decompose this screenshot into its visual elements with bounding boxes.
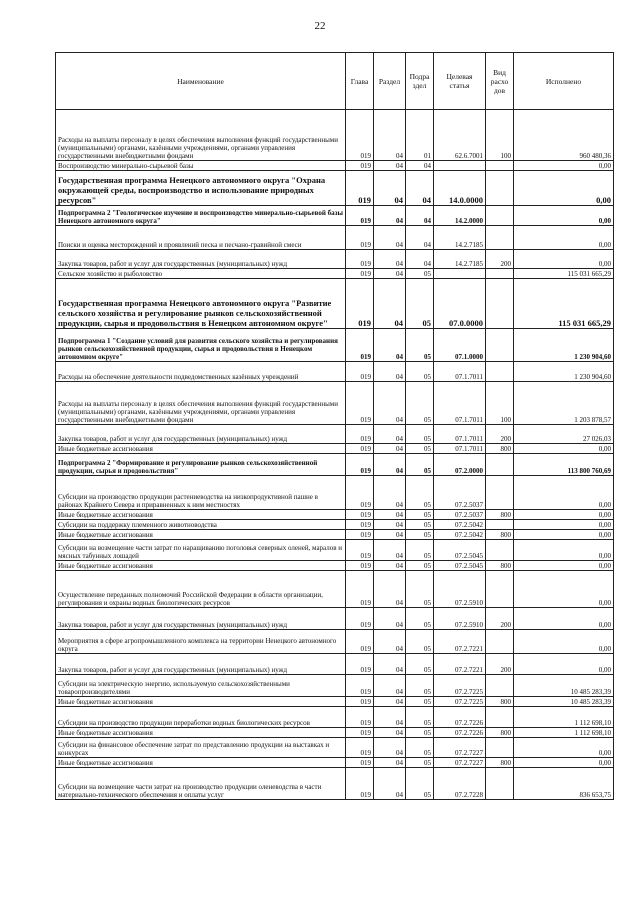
cell-target: 07.1.0000 <box>434 329 486 362</box>
cell-exp-type: 800 <box>486 697 514 707</box>
cell-exp-type: 200 <box>486 250 514 269</box>
cell-amount: 1 112 698,10 <box>514 707 614 728</box>
cell-section: 04 <box>374 279 406 329</box>
table-row <box>56 444 614 454</box>
cell-chapter: 019 <box>346 630 374 654</box>
cell-target: 07.2.5037 <box>434 476 486 510</box>
cell-chapter: 019 <box>346 362 374 382</box>
cell-subsection: 05 <box>406 329 434 362</box>
cell-subsection: 05 <box>406 520 434 530</box>
cell-target: 07.2.7225 <box>434 675 486 697</box>
cell-amount: 0,00 <box>514 608 614 630</box>
cell-exp-type <box>486 269 514 279</box>
table-row <box>56 608 614 630</box>
cell-name: Иные бюджетные ассигнования <box>56 444 346 454</box>
cell-section: 04 <box>374 171 406 206</box>
cell-section: 04 <box>374 728 406 738</box>
cell-chapter: 019 <box>346 697 374 707</box>
cell-exp-type <box>486 362 514 382</box>
cell-name: Иные бюджетные ассигнования <box>56 758 346 768</box>
cell-exp-type <box>486 206 514 226</box>
cell-exp-type: 800 <box>486 561 514 571</box>
cell-name: Подпрограмма 2 "Формирование и регулирование рынков сельскохозяйственной продукции, сырья и продовольствия" <box>56 454 346 476</box>
cell-target: 07.1.7011 <box>434 444 486 454</box>
cell-chapter: 019 <box>346 540 374 561</box>
cell-target: 07.2.7221 <box>434 654 486 675</box>
cell-exp-type: 100 <box>486 382 514 425</box>
cell-target: 07.2.5910 <box>434 571 486 608</box>
cell-section: 04 <box>374 571 406 608</box>
cell-chapter: 019 <box>346 444 374 454</box>
cell-name: Иные бюджетные ассигнования <box>56 728 346 738</box>
cell-subsection: 04 <box>406 206 434 226</box>
cell-target: 62.6.7001 <box>434 110 486 161</box>
cell-amount: 113 800 760,69 <box>514 454 614 476</box>
cell-name: Расходы на выплаты персоналу в целях обеспечения выполнения функций государственными (муниципальными) органами, казёнными учреждениями, органами управления государственными внебюджетными фондами <box>56 382 346 425</box>
cell-amount: 0,00 <box>514 206 614 226</box>
table-header-row <box>56 53 614 110</box>
cell-subsection: 05 <box>406 630 434 654</box>
cell-section: 04 <box>374 329 406 362</box>
cell-target: 07.0.0000 <box>434 279 486 329</box>
cell-section: 04 <box>374 738 406 758</box>
cell-chapter: 019 <box>346 206 374 226</box>
cell-amount: 0,00 <box>514 171 614 206</box>
cell-exp-type <box>486 454 514 476</box>
table-row <box>56 476 614 510</box>
cell-subsection: 04 <box>406 226 434 250</box>
cell-amount: 0,00 <box>514 226 614 250</box>
cell-chapter: 019 <box>346 226 374 250</box>
cell-exp-type: 800 <box>486 510 514 520</box>
cell-exp-type: 800 <box>486 758 514 768</box>
cell-name: Субсидии на финансовое обеспечение затрат по представлению продукции на выставках и конкурсах <box>56 738 346 758</box>
cell-name: Поиски и оценка месторождений и проявлений песка и песчано-гравийной смеси <box>56 226 346 250</box>
cell-subsection: 04 <box>406 161 434 171</box>
cell-name: Закупка товаров, работ и услуг для государственных (муниципальных) нужд <box>56 425 346 444</box>
cell-chapter: 019 <box>346 382 374 425</box>
cell-chapter: 019 <box>346 728 374 738</box>
cell-exp-type <box>486 675 514 697</box>
cell-target: 07.2.7226 <box>434 707 486 728</box>
cell-amount: 10 485 283,39 <box>514 697 614 707</box>
cell-section: 04 <box>374 161 406 171</box>
cell-target: 07.2.7227 <box>434 738 486 758</box>
cell-section: 04 <box>374 758 406 768</box>
cell-target: 07.2.5037 <box>434 510 486 520</box>
table-row <box>56 630 614 654</box>
cell-target: 07.2.5045 <box>434 540 486 561</box>
cell-name: Субсидии на производство продукции переработки водных биологических ресурсов <box>56 707 346 728</box>
cell-target: 14.2.0000 <box>434 206 486 226</box>
cell-amount: 0,00 <box>514 738 614 758</box>
header-target-article: Целевая статья <box>434 53 486 110</box>
cell-target: 07.2.7228 <box>434 768 486 800</box>
cell-exp-type: 800 <box>486 728 514 738</box>
cell-target: 07.2.7227 <box>434 758 486 768</box>
cell-name: Расходы на обеспечение деятельности подведомственных казённых учреждений <box>56 362 346 382</box>
cell-name: Сельское хозяйство и рыболовство <box>56 269 346 279</box>
table-row <box>56 269 614 279</box>
cell-target: 07.2.0000 <box>434 454 486 476</box>
cell-chapter: 019 <box>346 171 374 206</box>
cell-exp-type: 800 <box>486 530 514 540</box>
cell-chapter: 019 <box>346 608 374 630</box>
cell-amount: 0,00 <box>514 758 614 768</box>
header-expense-type: Вид расхо дов <box>486 53 514 110</box>
table-row <box>56 206 614 226</box>
table-row <box>56 425 614 444</box>
cell-amount: 0,00 <box>514 520 614 530</box>
cell-chapter: 019 <box>346 269 374 279</box>
cell-subsection: 05 <box>406 707 434 728</box>
cell-name: Субсидии на возмещение части затрат по наращиванию поголовья северных оленей, маралов и мясных табунных лошадей <box>56 540 346 561</box>
cell-name: Осуществление переданных полномочий Российской Федерации в области организации, регулирования и охраны водных биологических ресурсов <box>56 571 346 608</box>
cell-amount: 1 112 698,10 <box>514 728 614 738</box>
cell-chapter: 019 <box>346 561 374 571</box>
cell-section: 04 <box>374 382 406 425</box>
cell-section: 04 <box>374 520 406 530</box>
cell-section: 04 <box>374 206 406 226</box>
cell-subsection: 05 <box>406 540 434 561</box>
cell-section: 04 <box>374 697 406 707</box>
table-row <box>56 707 614 728</box>
cell-name: Государственная программа Ненецкого автономного округа "Развитие сельского хозяйства и регулирование рынков сельскохозяйственной продукции, сырья и продовольствия в Ненецком автономном округе" <box>56 279 346 329</box>
cell-section: 04 <box>374 444 406 454</box>
table-row <box>56 758 614 768</box>
cell-amount: 0,00 <box>514 561 614 571</box>
table-row <box>56 382 614 425</box>
table-row <box>56 697 614 707</box>
cell-target: 07.2.7221 <box>434 630 486 654</box>
cell-amount: 0,00 <box>514 571 614 608</box>
cell-chapter: 019 <box>346 161 374 171</box>
cell-amount: 0,00 <box>514 530 614 540</box>
cell-amount: 10 485 283,39 <box>514 675 614 697</box>
cell-target: 07.1.7011 <box>434 425 486 444</box>
cell-subsection: 05 <box>406 530 434 540</box>
cell-subsection: 05 <box>406 758 434 768</box>
cell-exp-type <box>486 707 514 728</box>
cell-amount: 0,00 <box>514 540 614 561</box>
cell-target <box>434 269 486 279</box>
cell-target: 07.2.5042 <box>434 520 486 530</box>
table-row <box>56 362 614 382</box>
cell-amount: 1 230 904,60 <box>514 362 614 382</box>
cell-chapter: 019 <box>346 654 374 675</box>
cell-subsection: 01 <box>406 110 434 161</box>
table-row <box>56 520 614 530</box>
cell-amount: 1 230 904,60 <box>514 329 614 362</box>
cell-amount: 0,00 <box>514 476 614 510</box>
cell-section: 04 <box>374 561 406 571</box>
cell-name: Подпрограмма 2 "Геологическое изучение и воспроизводство минерально-сырьевой базы Ненецкого автономного округа" <box>56 206 346 226</box>
cell-target: 14.2.7185 <box>434 226 486 250</box>
table-row <box>56 250 614 269</box>
table-row <box>56 454 614 476</box>
cell-exp-type <box>486 161 514 171</box>
cell-subsection: 05 <box>406 362 434 382</box>
cell-name: Закупка товаров, работ и услуг для государственных (муниципальных) нужд <box>56 250 346 269</box>
cell-subsection: 05 <box>406 476 434 510</box>
cell-exp-type <box>486 520 514 530</box>
cell-chapter: 019 <box>346 250 374 269</box>
table-row <box>56 510 614 520</box>
cell-exp-type <box>486 279 514 329</box>
cell-section: 04 <box>374 362 406 382</box>
cell-target: 07.2.7225 <box>434 697 486 707</box>
table-row <box>56 110 614 161</box>
cell-name: Иные бюджетные ассигнования <box>56 510 346 520</box>
cell-target: 07.1.7011 <box>434 382 486 425</box>
cell-section: 04 <box>374 540 406 561</box>
cell-name: Иные бюджетные ассигнования <box>56 530 346 540</box>
cell-amount: 0,00 <box>514 654 614 675</box>
cell-target: 14.2.7185 <box>434 250 486 269</box>
table-row <box>56 161 614 171</box>
cell-exp-type <box>486 738 514 758</box>
cell-amount: 960 480,36 <box>514 110 614 161</box>
cell-name: Субсидии на производство продукции растениеводства на низкопродуктивной пашне в районах Крайнего Севера и приравненных к ним местностях <box>56 476 346 510</box>
cell-section: 04 <box>374 454 406 476</box>
cell-section: 04 <box>374 110 406 161</box>
cell-subsection: 05 <box>406 269 434 279</box>
cell-section: 04 <box>374 630 406 654</box>
cell-name: Закупка товаров, работ и услуг для государственных (муниципальных) нужд <box>56 654 346 675</box>
table-row <box>56 540 614 561</box>
cell-section: 04 <box>374 425 406 444</box>
cell-section: 04 <box>374 530 406 540</box>
cell-exp-type <box>486 226 514 250</box>
cell-amount: 836 653,75 <box>514 768 614 800</box>
cell-chapter: 019 <box>346 530 374 540</box>
cell-chapter: 019 <box>346 768 374 800</box>
page-number: 22 <box>314 20 326 32</box>
cell-exp-type <box>486 329 514 362</box>
cell-name: Субсидии на электрическую энергию, используемую сельскохозяйственными товаропроизводителями <box>56 675 346 697</box>
cell-exp-type <box>486 630 514 654</box>
table-row <box>56 768 614 800</box>
cell-target <box>434 161 486 171</box>
header-name: Наименование <box>56 53 346 110</box>
cell-exp-type: 200 <box>486 654 514 675</box>
cell-subsection: 04 <box>406 171 434 206</box>
header-subsection: Подра здел <box>406 53 434 110</box>
cell-target: 07.2.5042 <box>434 530 486 540</box>
cell-chapter: 019 <box>346 571 374 608</box>
cell-subsection: 05 <box>406 738 434 758</box>
cell-chapter: 019 <box>346 707 374 728</box>
cell-chapter: 019 <box>346 110 374 161</box>
cell-subsection: 05 <box>406 510 434 520</box>
cell-exp-type <box>486 571 514 608</box>
table-row <box>56 654 614 675</box>
cell-target: 07.2.5910 <box>434 608 486 630</box>
table-row <box>56 571 614 608</box>
cell-target: 14.0.0000 <box>434 171 486 206</box>
cell-name: Иные бюджетные ассигнования <box>56 561 346 571</box>
cell-section: 04 <box>374 675 406 697</box>
table-row <box>56 728 614 738</box>
cell-target: 07.1.7011 <box>434 362 486 382</box>
cell-name: Субсидии на поддержку племенного животноводства <box>56 520 346 530</box>
cell-section: 04 <box>374 510 406 520</box>
cell-subsection: 05 <box>406 728 434 738</box>
cell-amount: 1 203 878,57 <box>514 382 614 425</box>
cell-amount: 0,00 <box>514 510 614 520</box>
table-row <box>56 738 614 758</box>
cell-amount: 27 026,03 <box>514 425 614 444</box>
cell-chapter: 019 <box>346 476 374 510</box>
cell-subsection: 05 <box>406 675 434 697</box>
cell-subsection: 05 <box>406 444 434 454</box>
header-section: Раздел <box>374 53 406 110</box>
cell-target: 07.2.7226 <box>434 728 486 738</box>
cell-exp-type: 100 <box>486 110 514 161</box>
cell-section: 04 <box>374 226 406 250</box>
cell-subsection: 05 <box>406 768 434 800</box>
cell-exp-type <box>486 540 514 561</box>
table-row <box>56 329 614 362</box>
cell-chapter: 019 <box>346 738 374 758</box>
table-row <box>56 226 614 250</box>
table-row <box>56 171 614 206</box>
cell-subsection: 05 <box>406 454 434 476</box>
cell-amount: 0,00 <box>514 630 614 654</box>
cell-amount: 115 031 665,29 <box>514 279 614 329</box>
cell-exp-type <box>486 768 514 800</box>
cell-chapter: 019 <box>346 454 374 476</box>
cell-section: 04 <box>374 654 406 675</box>
cell-subsection: 05 <box>406 571 434 608</box>
cell-chapter: 019 <box>346 758 374 768</box>
cell-subsection: 05 <box>406 382 434 425</box>
cell-subsection: 05 <box>406 697 434 707</box>
cell-section: 04 <box>374 476 406 510</box>
cell-chapter: 019 <box>346 510 374 520</box>
header-executed: Исполнено <box>514 53 614 110</box>
cell-subsection: 05 <box>406 279 434 329</box>
cell-subsection: 05 <box>406 425 434 444</box>
cell-exp-type <box>486 476 514 510</box>
cell-section: 04 <box>374 250 406 269</box>
budget-execution-table <box>55 52 614 800</box>
cell-subsection: 04 <box>406 250 434 269</box>
cell-amount: 0,00 <box>514 444 614 454</box>
cell-amount: 0,00 <box>514 161 614 171</box>
table-row <box>56 561 614 571</box>
cell-chapter: 019 <box>346 425 374 444</box>
cell-subsection: 05 <box>406 561 434 571</box>
cell-section: 04 <box>374 269 406 279</box>
cell-exp-type: 200 <box>486 425 514 444</box>
cell-section: 04 <box>374 768 406 800</box>
cell-section: 04 <box>374 707 406 728</box>
cell-name: Подпрограмма 1 "Создание условий для развития сельского хозяйства и регулирования рынков сельскохозяйственной продукции, сырья и продовольствия в Ненецком автономном округе" <box>56 329 346 362</box>
cell-name: Субсидии на возмещение части затрат на производство продукции оленеводства в части материально-технического обеспечения и оплаты услуг <box>56 768 346 800</box>
cell-target: 07.2.5045 <box>434 561 486 571</box>
cell-amount: 115 031 665,29 <box>514 269 614 279</box>
cell-name: Иные бюджетные ассигнования <box>56 697 346 707</box>
cell-exp-type: 800 <box>486 444 514 454</box>
cell-exp-type: 200 <box>486 608 514 630</box>
cell-chapter: 019 <box>346 329 374 362</box>
cell-subsection: 05 <box>406 654 434 675</box>
header-chapter: Глава <box>346 53 374 110</box>
cell-name: Государственная программа Ненецкого автономного округа "Охрана окружающей среды, воспроизводство и использование природных ресурсов" <box>56 171 346 206</box>
cell-subsection: 05 <box>406 608 434 630</box>
cell-amount: 0,00 <box>514 250 614 269</box>
cell-name: Расходы на выплаты персоналу в целях обеспечения выполнения функций государственными (муниципальными) органами, казёнными учреждениями, органами управления государственными внебюджетными фондами <box>56 110 346 161</box>
table-row <box>56 675 614 697</box>
cell-section: 04 <box>374 608 406 630</box>
table-row <box>56 530 614 540</box>
cell-name: Закупка товаров, работ и услуг для государственных (муниципальных) нужд <box>56 608 346 630</box>
cell-chapter: 019 <box>346 675 374 697</box>
cell-exp-type <box>486 171 514 206</box>
table-row <box>56 279 614 329</box>
cell-name: Воспроизводство минерально-сырьевой базы <box>56 161 346 171</box>
cell-chapter: 019 <box>346 279 374 329</box>
cell-chapter: 019 <box>346 520 374 530</box>
cell-name: Мероприятия в сфере агропромышленного комплекса на территории Ненецкого автономного округа <box>56 630 346 654</box>
